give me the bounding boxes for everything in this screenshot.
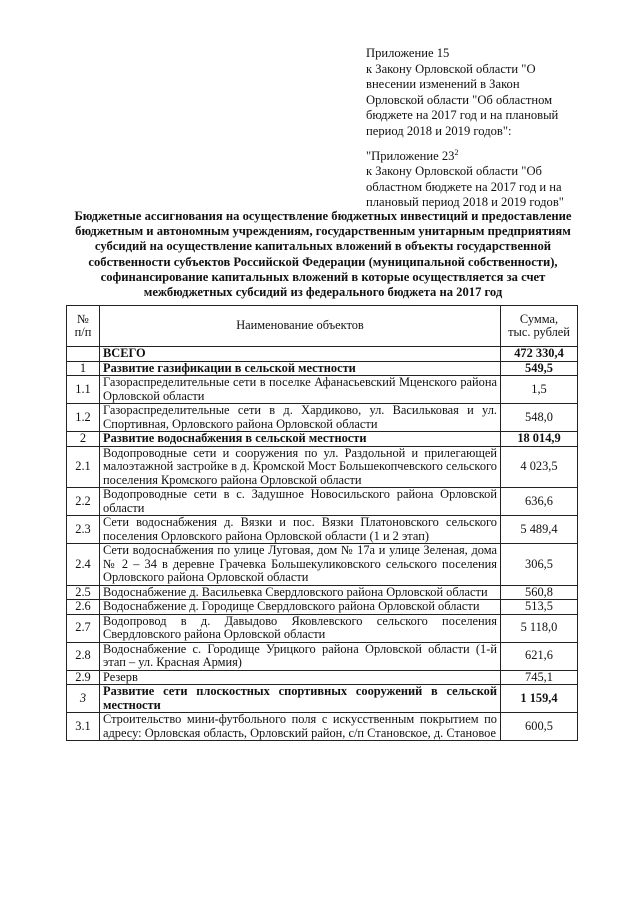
appendix-block bbox=[366, 46, 574, 211]
title-line: субсидий на осуществление капитальных вложений в объекты государственной bbox=[94, 239, 552, 254]
row-sum-cell: 600,5 bbox=[501, 713, 578, 741]
table-row bbox=[67, 685, 578, 713]
title-line: Бюджетные ассигнования на осуществление бюджетных инвестиций и предоставление bbox=[74, 209, 572, 223]
title-line: собственности субъектов Российской Федерации (муниципальной собственности), bbox=[88, 254, 558, 269]
row-name-cell: Сети водоснабжения д. Вязки и пос. Вязки Платоновского сельского поселения Орловского района Орловской области (1 и 2 этап) bbox=[100, 516, 501, 544]
row-name-cell: Водопровод в д. Давыдово Яковлевского сельского поселения Свердловского района Орловской области bbox=[100, 614, 501, 642]
row-num-cell: 2.1 bbox=[67, 446, 100, 488]
table-row bbox=[67, 488, 578, 516]
row-num-cell: 2.2 bbox=[67, 488, 100, 516]
row-sum-cell: 472 330,4 bbox=[501, 347, 578, 362]
row-sum-cell: 1,5 bbox=[501, 376, 578, 404]
sub-appendix-line: областном бюджете на 2017 год и на bbox=[366, 179, 562, 194]
sub-appendix-line: плановый период 2018 и 2019 годов" bbox=[366, 195, 564, 210]
row-sum-cell: 549,5 bbox=[501, 361, 578, 376]
header-num-line2: п/п bbox=[74, 325, 92, 339]
appendix-line: внесении изменений в Закон bbox=[366, 77, 520, 92]
table-row bbox=[67, 347, 578, 362]
row-num-cell bbox=[67, 347, 100, 362]
row-sum-cell: 745,1 bbox=[501, 670, 578, 685]
title-line: межбюджетных субсидий из федерального бюджета на 2017 год bbox=[143, 285, 503, 300]
table-row bbox=[67, 670, 578, 685]
row-num-cell: 2.5 bbox=[67, 585, 100, 600]
row-sum-cell: 1 159,4 bbox=[501, 685, 578, 713]
title-line: бюджетным и автономным учреждениям, государственным унитарным предприятиям bbox=[75, 224, 571, 239]
sub-appendix-line: к Закону Орловской области "Об bbox=[366, 164, 542, 179]
row-num-cell: 2.7 bbox=[67, 614, 100, 642]
allocations-table bbox=[66, 305, 578, 741]
table-row bbox=[67, 642, 578, 670]
row-name-cell: Газораспределительные сети в д. Хардиково, ул. Васильковая и ул. Спортивная, Орловского района Орловской области bbox=[100, 404, 501, 432]
row-num-cell: 2 bbox=[67, 432, 100, 447]
header-name-cell: Наименование объектов bbox=[100, 306, 501, 347]
appendix-line: бюджете на 2017 год и на плановый bbox=[366, 108, 559, 123]
table-row bbox=[67, 713, 578, 741]
row-num-cell: 2.9 bbox=[67, 670, 100, 685]
row-num-cell: 3.1 bbox=[67, 713, 100, 741]
row-name-cell: Водопроводные сети в с. Задушное Новосильского района Орловской области bbox=[100, 488, 501, 516]
row-name-cell: Водоснабжение д. Городище Свердловского района Орловской области bbox=[100, 600, 501, 615]
row-sum-cell: 513,5 bbox=[501, 600, 578, 615]
header-sum-line2: тыс. рублей bbox=[508, 325, 570, 339]
row-sum-cell: 548,0 bbox=[501, 404, 578, 432]
row-num-cell: 1 bbox=[67, 361, 100, 376]
row-num-cell: 1.2 bbox=[67, 404, 100, 432]
appendix-line: к Закону Орловской области "О bbox=[366, 61, 536, 76]
row-name-cell: Газораспределительные сети в поселке Афанасьевский Мценского района Орловской области bbox=[100, 376, 501, 404]
table-row bbox=[67, 544, 578, 586]
row-name-cell: Развитие сети плоскостных спортивных сооружений в сельской местности bbox=[100, 685, 501, 713]
row-sum-cell: 4 023,5 bbox=[501, 446, 578, 488]
table-row bbox=[67, 516, 578, 544]
header-sum-cell bbox=[501, 306, 578, 347]
row-name-cell: Сети водоснабжения по улице Луговая, дом № 17а и улице Зеленая, дома № 2 – 34 в деревне Грачевка Большекуликовского сельского поселения Орловского района Орловской области bbox=[100, 544, 501, 586]
table-row bbox=[67, 446, 578, 488]
row-sum-cell: 306,5 bbox=[501, 544, 578, 586]
row-name-cell: Водоснабжение д. Васильевка Свердловского района Орловской области bbox=[100, 585, 501, 600]
sub-appendix-superscript: 2 bbox=[454, 147, 459, 157]
row-num-cell: 2.4 bbox=[67, 544, 100, 586]
appendix-line: Орловской области "Об областном bbox=[366, 92, 553, 107]
row-sum-cell: 5 118,0 bbox=[501, 614, 578, 642]
row-name-cell: ВСЕГО bbox=[100, 347, 501, 362]
row-name-cell: Водопроводные сети и сооружения по ул. Раздольной и прилегающей малоэтажной застройке в д. Кромской Мост Большекопчевского сельского поселения Кромского района Орловской области bbox=[100, 446, 501, 488]
row-sum-cell: 18 014,9 bbox=[501, 432, 578, 447]
row-name-cell: Развитие водоснабжения в сельской местности bbox=[100, 432, 501, 447]
table-header-row bbox=[67, 306, 578, 347]
table-row bbox=[67, 376, 578, 404]
appendix-line: период 2018 и 2019 годов": bbox=[366, 123, 512, 138]
table-row bbox=[67, 432, 578, 447]
header-num-cell bbox=[67, 306, 100, 347]
row-num-cell: 2.8 bbox=[67, 642, 100, 670]
row-name-cell: Развитие газификации в сельской местности bbox=[100, 361, 501, 376]
row-sum-cell: 636,6 bbox=[501, 488, 578, 516]
table-row bbox=[67, 361, 578, 376]
row-name-cell: Водоснабжение с. Городище Урицкого района Орловской области (1-й этап – ул. Красная Армия) bbox=[100, 642, 501, 670]
table-row bbox=[67, 600, 578, 615]
row-num-cell: 3 bbox=[67, 685, 100, 713]
row-sum-cell: 621,6 bbox=[501, 642, 578, 670]
appendix-line: Приложение 15 bbox=[366, 46, 450, 60]
row-num-cell: 2.6 bbox=[67, 600, 100, 615]
row-name-cell: Резерв bbox=[100, 670, 501, 685]
header-num-line1: № bbox=[77, 311, 89, 326]
table-row bbox=[67, 614, 578, 642]
sub-appendix-title bbox=[366, 149, 574, 165]
document-title bbox=[66, 209, 580, 300]
row-num-cell: 1.1 bbox=[67, 376, 100, 404]
title-line: софинансирование капитальных вложений в которые осуществляется за счет bbox=[100, 269, 546, 284]
sub-appendix-title-text: "Приложение 23 bbox=[366, 148, 455, 163]
row-sum-cell: 5 489,4 bbox=[501, 516, 578, 544]
table-row bbox=[67, 404, 578, 432]
table-row bbox=[67, 585, 578, 600]
row-name-cell: Строительство мини-футбольного поля с искусственным покрытием по адресу: Орловская область, Орловский район, с/п Становское, д. Становое bbox=[100, 713, 501, 741]
header-sum-line1: Сумма, bbox=[519, 311, 559, 326]
row-sum-cell: 560,8 bbox=[501, 585, 578, 600]
row-num-cell: 2.3 bbox=[67, 516, 100, 544]
